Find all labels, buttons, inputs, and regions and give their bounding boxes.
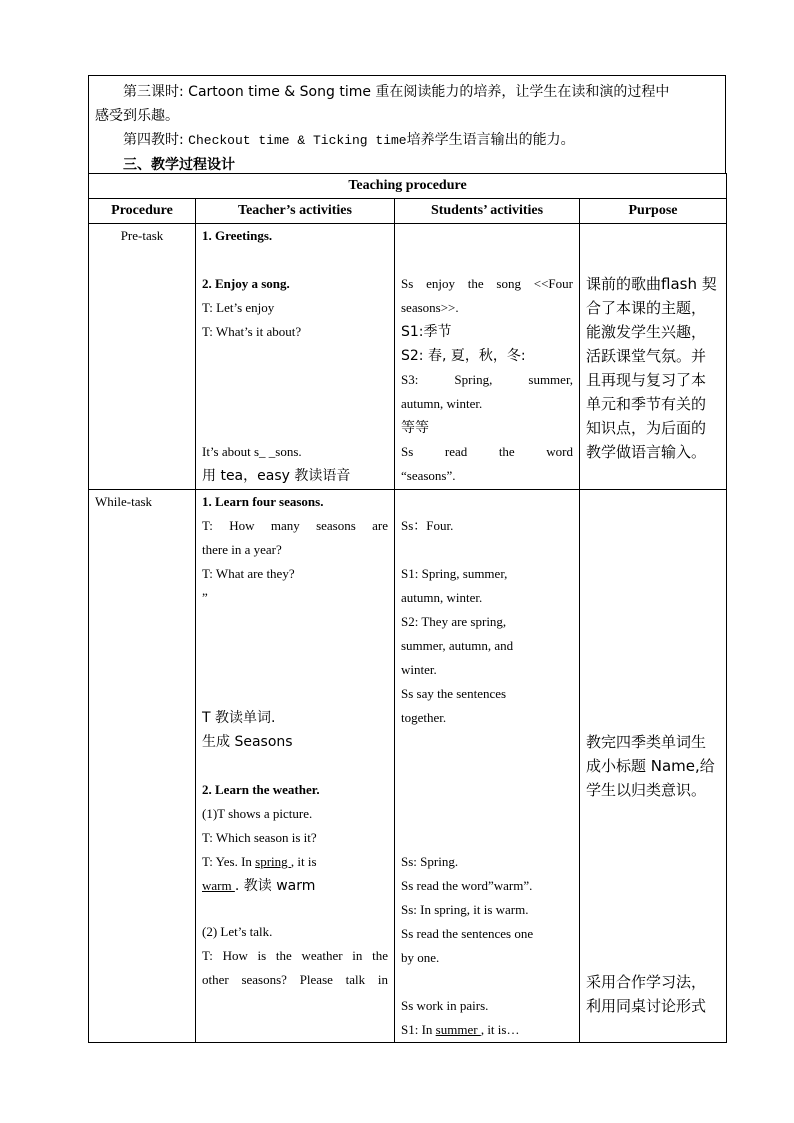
student-line: Ss: Spring. — [401, 854, 459, 869]
intro-line-1-text: 第三课时: Cartoon time & Song time 重在阅读能力的培养，让学生在读和演的过程中 — [123, 84, 670, 100]
teacher-line: other seasons? Please talk in — [202, 972, 388, 987]
student-line: summer, autumn, and — [401, 638, 514, 653]
teacher-greetings: 1. Greetings. — [202, 228, 273, 243]
student-line: S3: Spring, summer, — [401, 372, 573, 387]
intro-line-1 — [95, 80, 719, 104]
table-caption-row — [89, 174, 727, 199]
purpose-while-task — [580, 490, 727, 1043]
student-line: autumn, winter. — [401, 590, 483, 605]
student-line: S2: 春, 夏，秋，冬: — [401, 348, 526, 364]
teacher-learn-seasons: 1. Learn four seasons. — [202, 494, 324, 509]
student-line: S1:季节 — [401, 324, 452, 340]
header-students: Students’ activities — [395, 199, 580, 224]
procedure-pre-task: Pre-task — [89, 224, 196, 490]
teacher-w4-post: . 教读 warm — [234, 878, 316, 894]
student-line: S1: Spring, summer, — [401, 566, 508, 581]
table-row-while-task — [89, 490, 727, 1043]
procedure-table — [88, 173, 727, 1043]
teacher-line: It’s about s_ _sons. — [202, 444, 302, 459]
procedure-while-task: While-task — [89, 490, 196, 1043]
table-caption: Teaching procedure — [89, 174, 727, 199]
student-line: S2: They are spring, — [401, 614, 507, 629]
teacher-line — [202, 850, 388, 874]
teacher-line: there in a year? — [202, 542, 282, 557]
student-c2-underline: summer — [435, 1022, 481, 1037]
teacher-line: T: Let’s enjoy — [202, 300, 275, 315]
teacher-line: T: How is the weather in the — [202, 948, 388, 963]
teacher-line: 生成 Seasons — [202, 734, 293, 750]
teacher-learn-weather: 2. Learn the weather. — [202, 782, 320, 797]
purpose-pre-task — [580, 224, 727, 490]
student-c2-post: , it is… — [480, 1022, 520, 1037]
intro-line-3 — [95, 128, 719, 153]
student-line: winter. — [401, 662, 437, 677]
purpose-pre-task-text: 课前的歌曲flash 契合了本课的主题，能激发学生兴趣，活跃课堂气氛。并且再现与复习了本单元和季节有关的知识点，为后面的教学做语言输入。 — [586, 275, 717, 461]
students-while-task — [395, 490, 580, 1043]
intro-line-3-cn: 第四教时: — [123, 132, 189, 148]
teacher-w3-post: , it is — [290, 854, 317, 869]
header-procedure: Procedure — [89, 199, 196, 224]
student-line: together. — [401, 710, 447, 725]
student-line: by one. — [401, 950, 440, 965]
teacher-line: T: How many seasons are — [202, 518, 388, 533]
teacher-line: ” — [202, 590, 208, 605]
teacher-line: (1)T shows a picture. — [202, 806, 313, 821]
teacher-line: T: What’s it about? — [202, 324, 302, 339]
student-line: seasons>>. — [401, 300, 459, 315]
students-pre-task — [395, 224, 580, 490]
student-line: 等等 — [401, 420, 429, 436]
header-purpose: Purpose — [580, 199, 727, 224]
student-line: “seasons”. — [401, 468, 456, 483]
intro-block — [88, 75, 726, 173]
student-line: Ss enjoy the song <<Four — [401, 276, 573, 291]
student-line: autumn, winter. — [401, 396, 483, 411]
lesson-plan-page — [88, 75, 726, 1043]
teacher-line — [202, 874, 388, 898]
student-line: Ss read the word — [401, 444, 573, 459]
student-line: Ss work in pairs. — [401, 998, 489, 1013]
student-line: Ss read the sentences one — [401, 926, 534, 941]
purpose-while-task-text-1: 教完四季类单词生成小标题 Name,给学生以归类意识。 — [586, 733, 715, 799]
teacher-line: 用 tea，easy 教读语音 — [202, 468, 351, 484]
student-c2-pre: S1: In — [401, 1022, 436, 1037]
teacher-line: (2) Let’s talk. — [202, 924, 273, 939]
header-teacher: Teacher’s activities — [196, 199, 395, 224]
table-header-row — [89, 199, 727, 224]
section-title: 三、教学过程设计 — [123, 157, 235, 173]
intro-line-3-mono: Checkout time & Ticking time — [188, 133, 407, 148]
intro-line-2: 感受到乐趣。 — [95, 108, 179, 124]
teacher-line: T: What are they? — [202, 566, 295, 581]
student-line: Ss read the word”warm”. — [401, 878, 533, 893]
teacher-pre-task — [196, 224, 395, 490]
teacher-w4-underline: warm — [202, 878, 235, 893]
table-row-pre-task — [89, 224, 727, 490]
purpose-while-task-text-2: 采用合作学习法，利用同桌讨论形式 — [586, 973, 707, 1015]
student-line: Ss: In spring, it is warm. — [401, 902, 529, 917]
teacher-w3-underline: spring — [255, 854, 291, 869]
teacher-w3-pre: T: Yes. In — [202, 854, 256, 869]
teacher-line: T: Which season is it? — [202, 830, 317, 845]
intro-line-3-tail: 培养学生语言输出的能力。 — [406, 132, 575, 148]
teacher-song-title: 2. Enjoy a song. — [202, 276, 290, 291]
teacher-while-task — [196, 490, 395, 1043]
student-line: Ss say the sentences — [401, 686, 507, 701]
student-line — [401, 1018, 573, 1042]
teacher-line: T 教读单词. — [202, 710, 276, 726]
student-line: Ss：Four. — [401, 518, 454, 533]
